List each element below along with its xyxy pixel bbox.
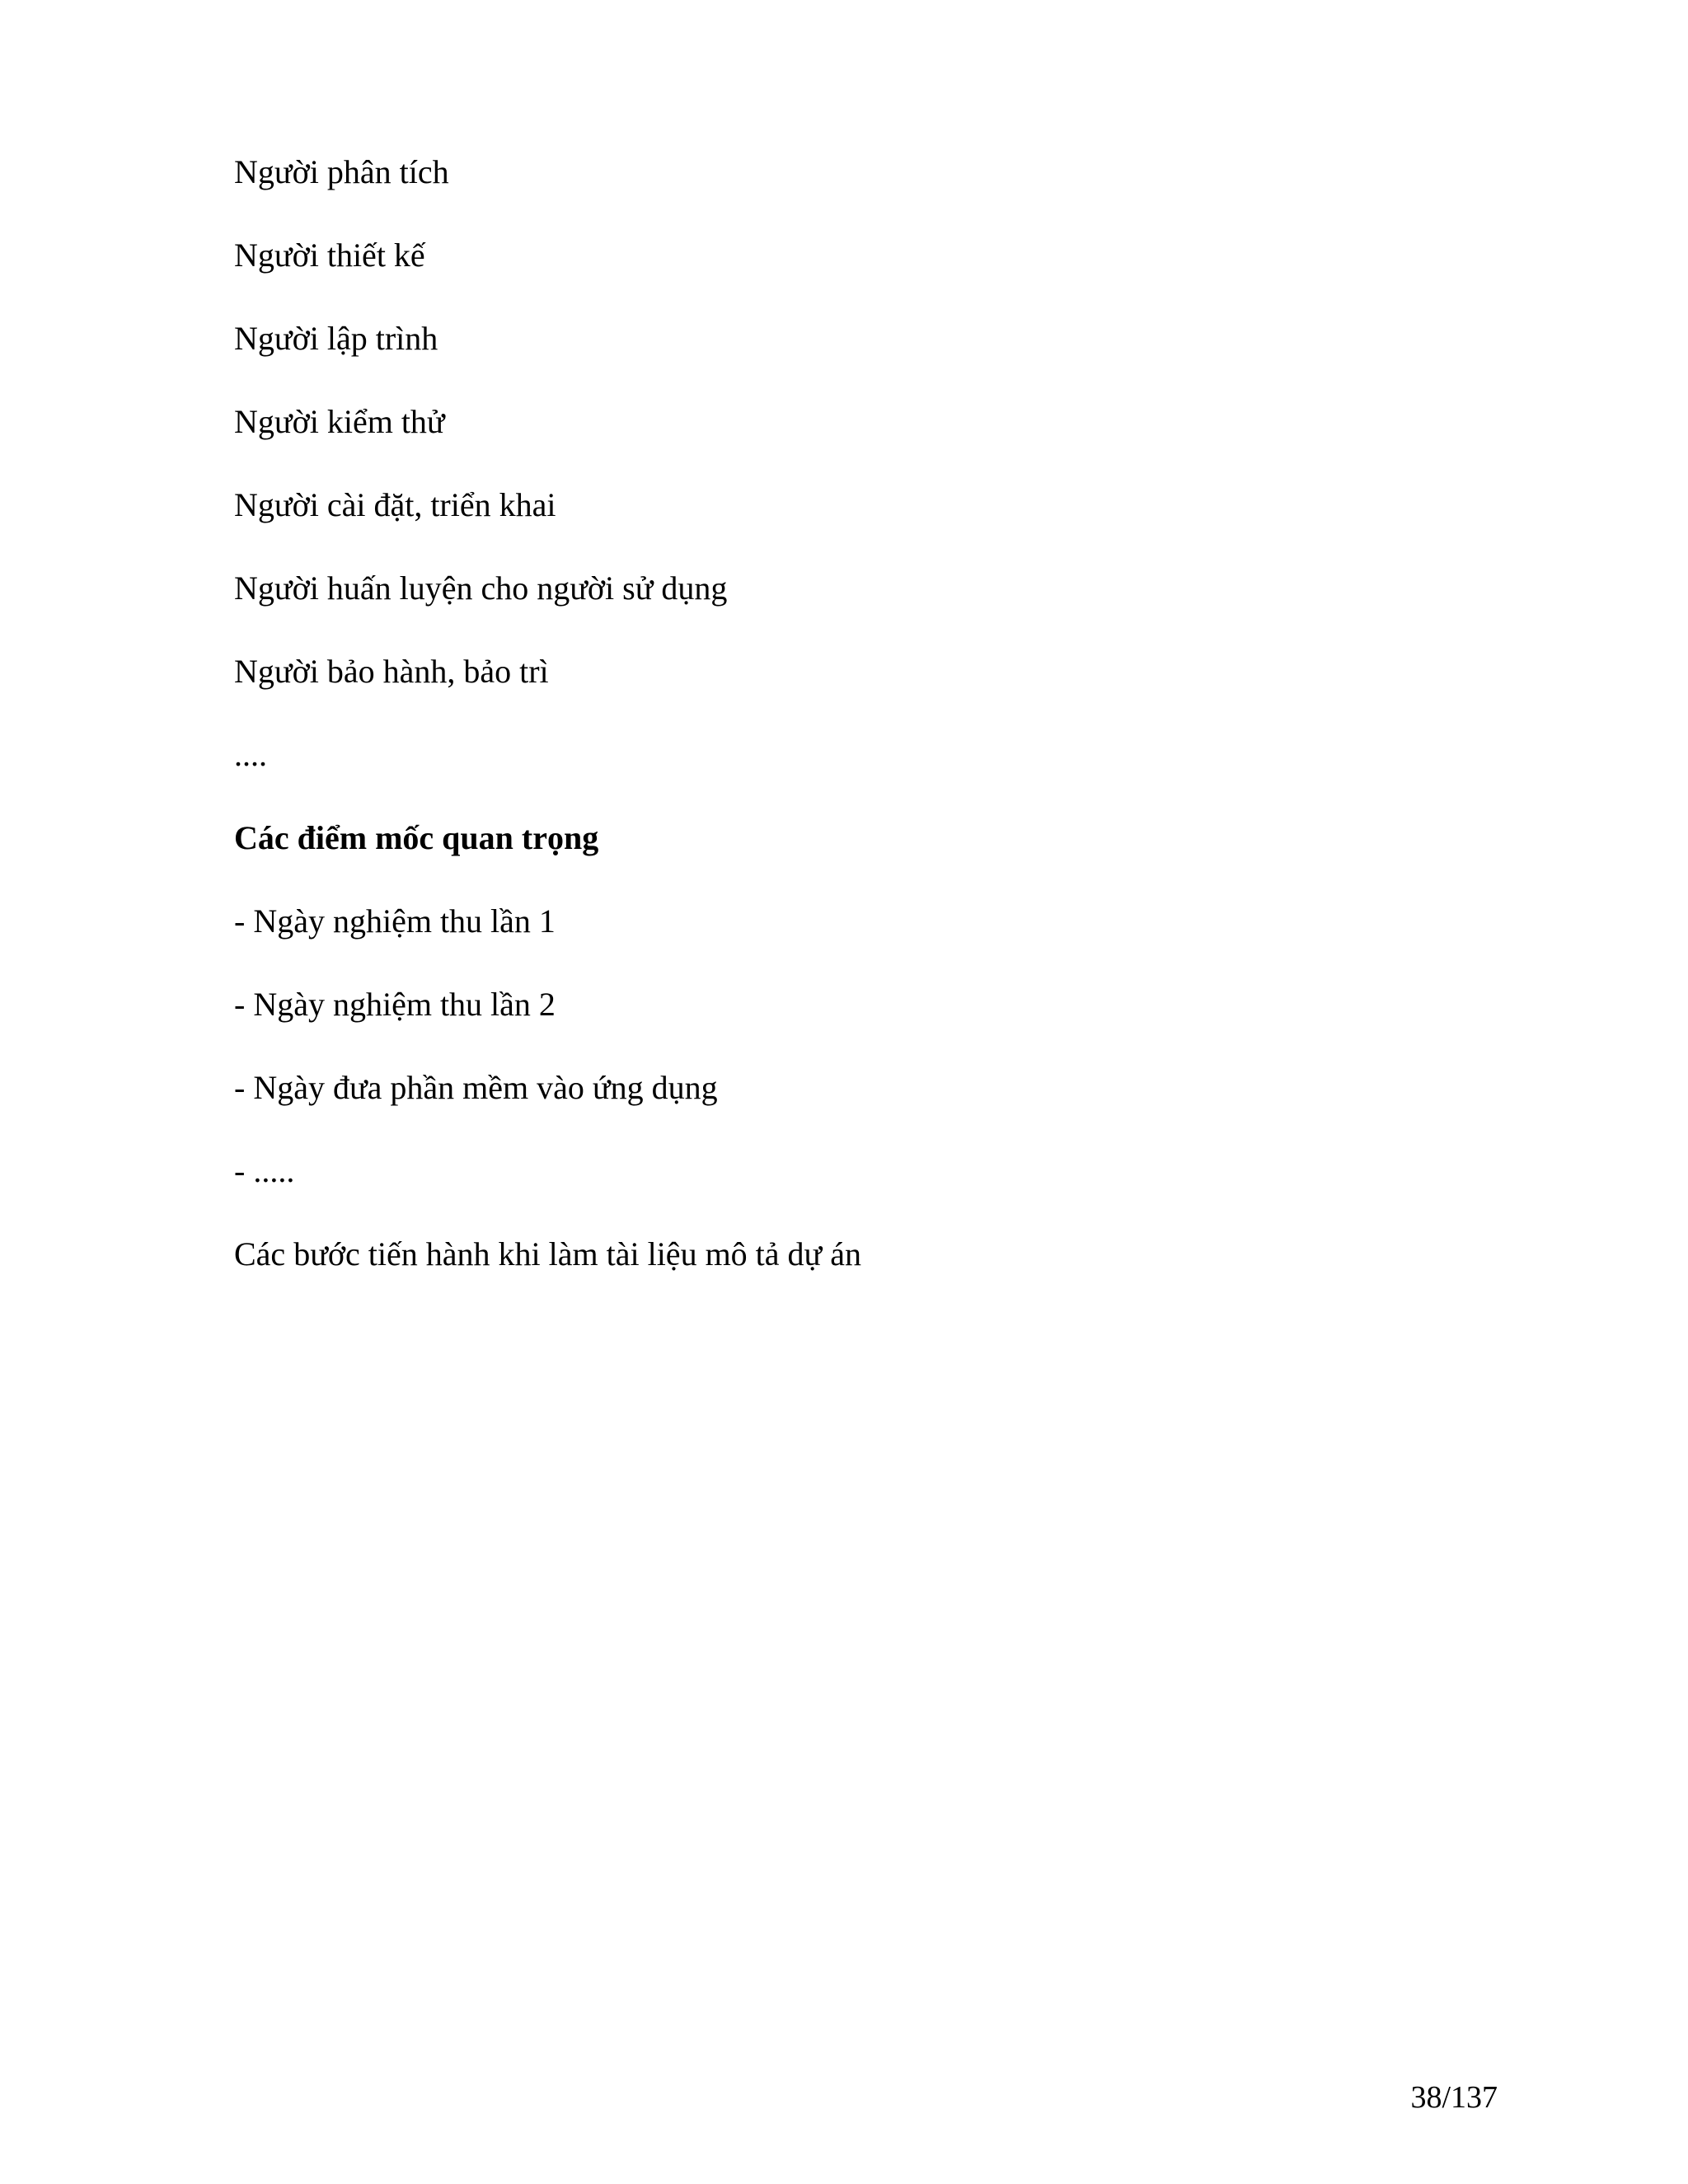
milestones-heading: Các điểm mốc quan trọng (234, 819, 599, 856)
role-line-installer: Người cài đặt, triển khai (234, 486, 556, 523)
milestone-line-acceptance-2: - Ngày nghiệm thu lần 2 (234, 986, 556, 1023)
role-line-maintainer: Người bảo hành, bảo trì (234, 653, 549, 690)
milestone-line-ellipsis: - ..... (234, 1152, 295, 1189)
page-content (234, 152, 1470, 1318)
closing-line: Các bước tiến hành khi làm tài liệu mô tả dự án (234, 1235, 861, 1272)
page-number: 38/137 (1410, 2080, 1498, 2115)
role-line-tester: Người kiểm thử (234, 403, 445, 440)
role-line-designer: Người thiết kế (234, 237, 425, 274)
milestone-line-acceptance-1: - Ngày nghiệm thu lần 1 (234, 902, 556, 940)
role-line-trainer: Người huấn luyện cho người sử dụng (234, 569, 728, 607)
role-line-programmer: Người lập trình (234, 320, 438, 357)
role-line-analyst: Người phân tích (234, 153, 449, 190)
milestone-line-deployment: - Ngày đưa phần mềm vào ứng dụng (234, 1069, 718, 1106)
role-line-ellipsis: .... (234, 736, 267, 773)
